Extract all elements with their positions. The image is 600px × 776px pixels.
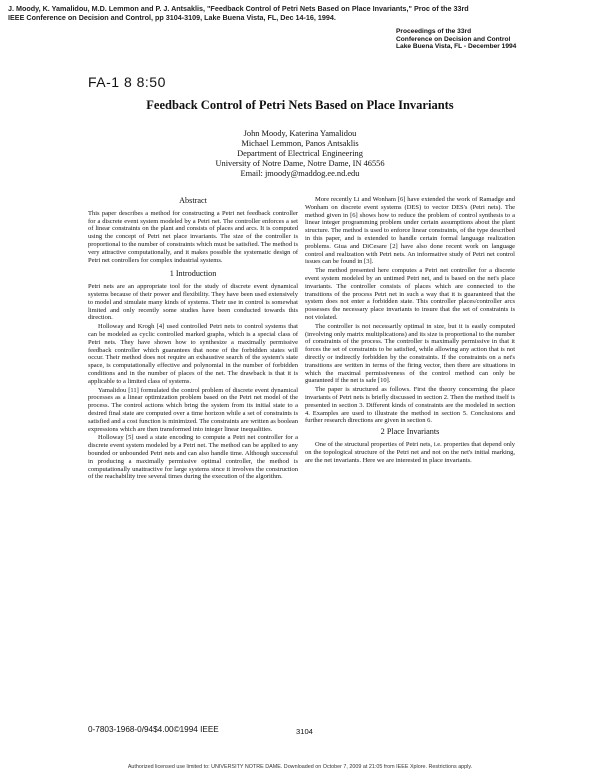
author-line: John Moody, Katerina Yamalidou [243, 129, 357, 138]
place-invariants-heading: 2 Place Invariants [380, 427, 440, 437]
proceedings-line: Conference on Decision and Control [396, 35, 511, 43]
paragraph: Holloway [5] used a state encoding to compute a Petri net controller for a discrete event system modeled by a Petri net. The method can be applied to any bounded or unbounded Petri nets and can also handle time. Although successful in producing a maximally permissive optimal controller, the method is computationally unattractive for large systems since it involves the construction of the reachability tree several times during the execution of the algorithm. [88, 434, 298, 481]
paragraph: Yamalidou [11] formulated the control problem of discrete event dynamical processes as a linear optimization problem based on the Petri net model of the process. The control actions which bring the system from its initial state to a desired final state are computed over a time horizon while a set of constraints is satisfied and a cost function is minimized. The constraints are written as boolean expressions which are then transformed into integer linear inequalities. [88, 386, 298, 433]
license-notice: Authorized licensed use limited to: UNIVERSITY NOTRE DAME. Downloaded on October 7, 2009 at 21:05 from IEEE Xplore. Restrictions apply. [127, 764, 473, 770]
session-code: FA-1 8 8:50 [88, 74, 166, 90]
left-column [88, 194, 298, 481]
paragraph: More recently Li and Wonham [6] have extended the work of Ramadge and Wonham on discrete event systems (DES) to vector DES's (Petri nets). The method given in [6] shows how to reduce the problem of control synthesis to a linear integer programming problem under certain assumptions about the plant structure. The method is used to enforce linear constraints, of the type described in this paper, and is extended to handle certain formal language realization problems. Giua and DiCesare [2] have also done recent work on language control and realization with Petri nets. An informative study of Petri net control issues can be found in [3]. [305, 196, 515, 266]
paragraph: The controller is not necessarily optimal in size, but it is easily computed (involving only matrix multiplications) and its size is proportional to the number of constraints of the process. The controller is maximally permissive in that it forces the set of constraints to be satisfied, while allowing any action that is not directly or indirectly forbidden by the constraints. If the constraints on a net's transitions are written in terms of the firing vector, then there are situations in which the maximal permissiveness of the control method can only be guaranteed if the net is safe [10]. [305, 322, 515, 385]
paragraph: The method presented here computes a Petri net controller for a discrete event system modeled by an untimed Petri net, and is based on the net's place invariants. The controller consists of places which are connected to the transitions of the process Petri net in such a way that it is guaranteed that the system does not enter a forbidden state. This controller places/controller arcs possesses the necessary place invariants to insure that the set of constraints is not violated. [305, 267, 515, 321]
paragraph: Holloway and Krogh [4] used controlled Petri nets to control systems that can be modeled as cyclic controlled marked graphs, which is a special class of Petri nets. They have shown how to synthesize a maximally permissive feedback controller which guarantees that none of the forbidden states will occur. Their method does not require an exhaustive search of the system's state space, is computationally effective and polynomial in the number of forbidden conditions and in the number of places of the net. The drawback is that it is applicable to a limited class of systems. [88, 323, 298, 385]
right-column [305, 196, 515, 464]
paragraph: Petri nets are an appropriate tool for the study of discrete event dynamical systems because of their power and flexibility. They have been used extensively to model and simulate many kinds of systems. Their use in control is somewhat limited and only recently some studies have been conducted towards this direction. [88, 283, 298, 322]
page-number: 3104 [296, 727, 313, 736]
author-line: Department of Electrical Engineering [237, 149, 363, 158]
paper-title: Feedback Control of Petri Nets Based on Place Invariants [146, 98, 454, 112]
paragraph: One of the structural properties of Petri nets, i.e. properties that depend only on the topological structure of the Petri net and not on the net's initial marking, are the net invariants. Here we are interested in place invariants. [305, 440, 515, 464]
author-line: Michael Lemmon, Panos Antsaklis [241, 139, 359, 148]
paragraph: The paper is structured as follows. First the theory concerning the place invariants of Petri nets is briefly discussed in section 2. Then the method itself is presented in section 3. Different kinds of constraints are the modeled in section 4. Examples are used to illustrate the method in section 5. Conclusions and further research directions are given in section 6. [305, 386, 515, 425]
abstract-heading: Abstract [179, 196, 207, 205]
author-block [0, 129, 600, 179]
copyright-line: 0-7803-1968-0/94$4.00©1994 IEEE [88, 725, 219, 734]
citation-header: J. Moody, K. Yamalidou, M.D. Lemmon and P. J. Antsaklis, "Feedback Control of Petri Nets Based on Place Invariants," Proc of the 33rd IEEE Conference on Decision and Control, pp 3104-3109, Lake Buena Vista, FL, Dec 14-16, 1994. [8, 4, 469, 23]
author-email: Email: jmoody@maddog.ee.nd.edu [240, 169, 360, 178]
introduction-heading: 1 Introduction [169, 269, 217, 279]
abstract-text: This paper describes a method for constructing a Petri net feedback controller for a discrete event system modeled by a Petri net. The controller enforces a set of linear constraints on the plant and consists of places and arcs. It is computed using the concept of Petri net place invariants. The size of the controller is proportional to the number of constraints which must be satisfied. The method is very attractive computationally, and it makes possible the systematic design of Petri net controllers for complex industrial systems. [88, 209, 298, 264]
author-line: University of Notre Dame, Notre Dame, IN 46556 [215, 159, 385, 168]
proceedings-line: Proceedings of the 33rd [396, 28, 472, 35]
proceedings-info [396, 28, 596, 51]
proceedings-line: Lake Buena Vista, FL - December 1994 [396, 43, 517, 51]
